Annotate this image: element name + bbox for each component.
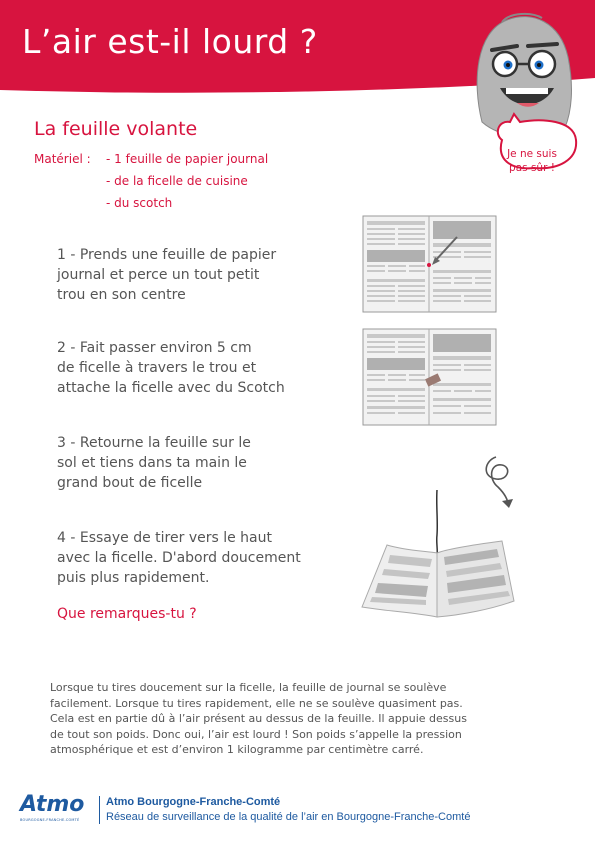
bubble-line-1: Je ne suis [507,148,557,160]
conclusion-line: atmosphérique et est d’environ 1 kilogramme par centimètre carré. [50,743,424,756]
conclusion-line: Lorsque tu tires doucement sur la ficelle, la feuille de journal se soulève [50,681,447,694]
step-4 [57,528,347,588]
page-title: L’air est-il lourd ? [22,22,318,61]
step-2 [57,338,347,398]
conclusion-line: de tout son poids. Donc oui, l’air est lourd ! Son poids s’appelle la pression [50,727,462,741]
organization-description: Réseau de surveillance de la qualité de l’air en Bourgogne-Franche-Comté [106,811,471,823]
atmo-logo-subtitle: BOURGOGNE-FRANCHE-COMTÉ [20,818,80,822]
step-text-line: 1 - Prends une feuille de papier [57,247,277,263]
step-text-line: attache la ficelle avec du Scotch [57,380,285,396]
material-item: - du scotch [106,196,173,210]
mascot-speech-bubble [498,147,566,175]
step-text-line: trou en son centre [57,287,186,303]
material-item: - de la ficelle de cuisine [106,174,248,188]
footer-divider [99,796,100,824]
step-1 [57,245,347,305]
bubble-line-2: pas sûr ! [509,162,555,174]
atmo-logo: Atmo [20,792,85,817]
step-text-line: 4 - Essaye de tirer vers le haut [57,530,272,546]
step-text-line: journal et perce un tout petit [57,267,260,283]
step-3 [57,433,347,493]
material-item: - 1 feuille de papier journal [106,152,269,166]
conclusion-line: Cela est en partie dû à l’air présent au dessus de la feuille. Il appuie dessus [50,712,467,725]
organization-name: Atmo Bourgogne-Franche-Comté [106,796,281,808]
step-text-line: avec la ficelle. D'abord doucement [57,550,301,566]
step-text-line: 3 - Retourne la feuille sur le [57,435,251,451]
conclusion-text [50,680,570,758]
step-text-line: grand bout de ficelle [57,475,203,491]
question-prompt: Que remarques-tu ? [57,606,197,622]
lifted-newspaper-illustration [352,485,522,620]
newspaper-tape-illustration [362,328,497,426]
step-text-line: de ficelle à travers le trou et [57,360,257,376]
step-text-line: 2 - Fait passer environ 5 cm [57,340,252,356]
step-text-line: puis plus rapidement. [57,570,210,586]
footer [0,788,595,842]
materials-label: Matériel : [34,152,91,166]
section-title: La feuille volante [34,118,198,140]
step-text-line: sol et tiens dans ta main le [57,455,247,471]
conclusion-line: facilement. Lorsque tu tires rapidement, elle ne se soulève quasiment pas. [50,696,463,710]
newspaper-hole-illustration [362,215,497,313]
